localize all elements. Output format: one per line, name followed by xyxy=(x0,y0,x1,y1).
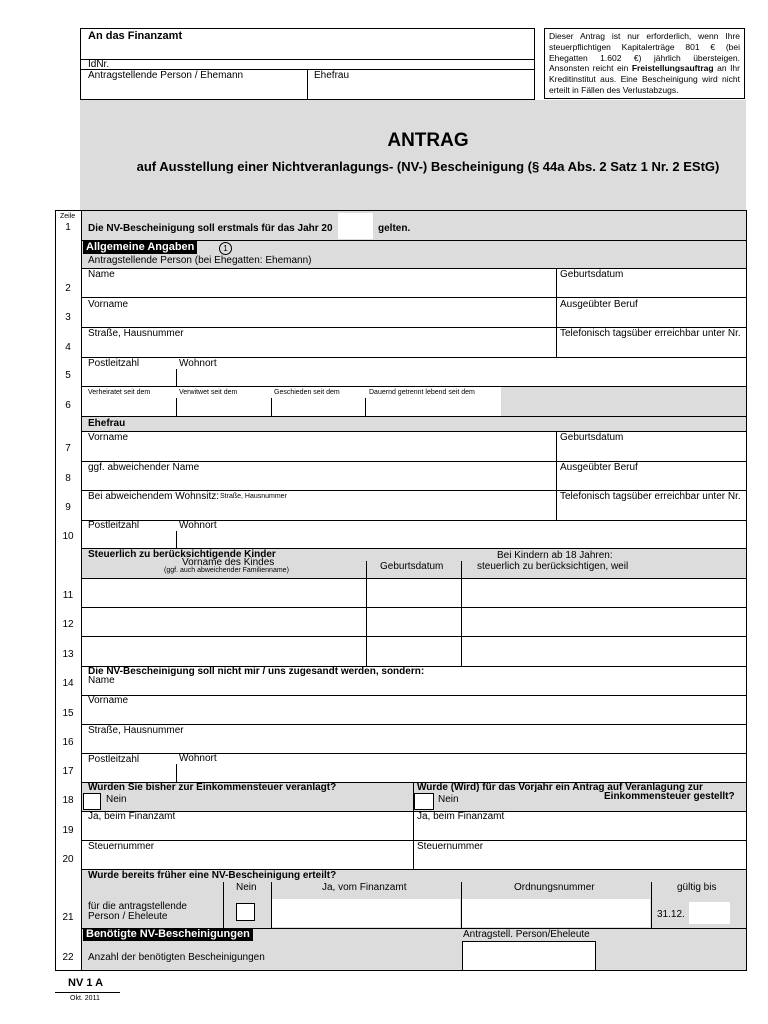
ehefrau-abw-wohnsitz-label: Bei abweichendem Wohnsitz: xyxy=(88,491,219,502)
kinder-ab18-line2: steuerlich zu berücksichtigen, weil xyxy=(477,561,629,572)
section-allgemein-title: Allgemeine Angaben xyxy=(83,241,197,254)
person-vorname-label: Vorname xyxy=(88,299,129,310)
line-number: 17 xyxy=(62,766,74,777)
title-area xyxy=(80,100,746,210)
veranlagung-left-stnr-field[interactable] xyxy=(83,853,412,868)
line-number: 20 xyxy=(62,854,74,865)
line-number: 8 xyxy=(65,473,71,484)
benoetigt-title: Benötigte NV-Bescheinigungen xyxy=(83,928,253,941)
frueher-finanzamt-field[interactable] xyxy=(272,899,460,927)
geschieden-field[interactable] xyxy=(272,398,364,415)
ehefrau-beruf-label: Ausgeübter Beruf xyxy=(560,462,638,473)
line-number: 6 xyxy=(65,400,71,411)
notice-text-2: an Ihr Kreditinstitut aus. Eine Bescheinigung wird nicht erteilt in Fällen des Verlustabzugs. xyxy=(549,63,740,95)
kinder-vorname-small: (ggf. auch abweichender Familienname) xyxy=(164,567,289,574)
page-title: ANTRAG xyxy=(387,130,469,151)
ehefrau-abw-wohnsitz-small: Straße, Hausnummer xyxy=(220,493,287,500)
line-number: 21 xyxy=(62,912,74,923)
kind1-grund-field[interactable] xyxy=(462,579,745,606)
veranlagung-left-nein-label: Nein xyxy=(106,794,127,805)
veranlagung-right-question-1: Wurde (Wird) für das Vorjahr ein Antrag auf Veranlagung zur xyxy=(417,782,703,793)
person-geburtsdatum-field[interactable] xyxy=(557,281,745,297)
veranlagung-right-ja-label: Ja, beim Finanzamt xyxy=(417,811,505,822)
benoetigt-anzahl-label: Anzahl der benötigten Bescheinigungen xyxy=(88,952,265,963)
ehefrau-beruf-field[interactable] xyxy=(557,474,745,489)
line-number: 15 xyxy=(62,708,74,719)
kind3-geburtsdatum-field[interactable] xyxy=(367,637,460,665)
person-telefon-field[interactable] xyxy=(557,340,745,356)
veranlagung-right-finanzamt-field[interactable] xyxy=(414,823,745,839)
section-allgemein-sub: Antragstellende Person (bei Ehegatten: Ehemann) xyxy=(88,255,312,266)
kind2-geburtsdatum-field[interactable] xyxy=(367,608,460,636)
frueher-ordnungsnummer-label: Ordnungsnummer xyxy=(514,882,595,893)
kind2-vorname-field[interactable] xyxy=(83,608,365,636)
zusendung-plz-label: Postleitzahl xyxy=(88,754,140,765)
veranlagung-right-nein-label: Nein xyxy=(438,794,459,805)
zusendung-wohnort-label: Wohnort xyxy=(179,753,217,764)
kind2-grund-field[interactable] xyxy=(462,608,745,636)
frueher-nein-label: Nein xyxy=(236,882,257,893)
frueher-ja-label: Ja, vom Finanzamt xyxy=(322,882,407,893)
ehefrau-geburtsdatum-label: Geburtsdatum xyxy=(560,432,624,443)
ehefrau-vorname-field[interactable] xyxy=(83,444,555,460)
line-number: 4 xyxy=(65,342,71,353)
geschieden-label: Geschieden seit dem xyxy=(274,389,340,396)
zusendung-vorname-label: Vorname xyxy=(88,695,129,706)
line-number: 14 xyxy=(62,678,74,689)
line-number: 3 xyxy=(65,312,71,323)
kinder-title: Steuerlich zu berücksichtigende Kinder xyxy=(88,549,276,560)
ehefrau-plz-label: Postleitzahl xyxy=(88,520,140,531)
person-vorname-field[interactable] xyxy=(83,311,555,326)
zusendung-vorname-field[interactable] xyxy=(83,707,745,723)
getrennt-field[interactable] xyxy=(366,398,500,415)
verheiratet-field[interactable] xyxy=(83,398,175,415)
person-geburtsdatum-label: Geburtsdatum xyxy=(560,269,624,280)
verwitwet-field[interactable] xyxy=(177,398,270,415)
line-number: 19 xyxy=(62,825,74,836)
person-strasse-label: Straße, Hausnummer xyxy=(88,328,184,339)
zusendung-name-field[interactable] xyxy=(83,686,745,694)
notice-text-1: Dieser Antrag ist nur erforderlich, wenn Ihre steuerpflichtigen Kapitalerträge 801 € (bei Ehegatten 1.602 €) jährlich übersteigen. Ansonsten reicht ein xyxy=(549,31,740,74)
veranlagung-left-nein-checkbox[interactable] xyxy=(83,793,101,810)
frueher-datum-prefix: 31.12. xyxy=(657,909,685,920)
frueher-fuer-line2: Person / Eheleute xyxy=(88,911,168,922)
line-number: 11 xyxy=(62,590,74,601)
line-number: 1 xyxy=(65,222,71,233)
getrennt-label: Dauernd getrennt lebend seit dem xyxy=(369,389,475,396)
kind1-geburtsdatum-field[interactable] xyxy=(367,579,460,606)
frueher-gueltig-label: gültig bis xyxy=(677,882,717,893)
kind3-grund-field[interactable] xyxy=(462,637,745,665)
line-number: 22 xyxy=(62,952,74,963)
zusendung-name-label: Name xyxy=(88,675,115,686)
zusendung-strasse-field[interactable] xyxy=(83,737,745,752)
person-strasse-field[interactable] xyxy=(83,340,555,356)
idnr-label: IdNr. xyxy=(88,59,110,70)
ehefrau-wohnort-field[interactable] xyxy=(177,532,745,548)
jahr-field[interactable] xyxy=(338,213,373,239)
person-telefon-label: Telefonisch tagsüber erreichbar unter Nr. xyxy=(560,328,741,339)
line-number: 2 xyxy=(65,283,71,294)
person-wohnort-field[interactable] xyxy=(177,370,745,386)
ehefrau-plz-field[interactable] xyxy=(83,532,175,548)
row1-text: Die NV-Bescheinigung soll erstmals für das Jahr 20 xyxy=(88,223,333,234)
finanzamt-label: An das Finanzamt xyxy=(88,30,183,42)
veranlagung-left-question: Wurden Sie bisher zur Einkommensteuer veranlagt? xyxy=(88,782,337,793)
person-plz-label: Postleitzahl xyxy=(88,358,140,369)
veranlagung-right-stnr-label: Steuernummer xyxy=(417,841,484,852)
ehefrau-abw-name-field[interactable] xyxy=(83,474,555,489)
ehefrau-title: Ehefrau xyxy=(88,418,126,429)
zusendung-plz-field[interactable] xyxy=(83,765,175,781)
notice-bold: Freistellungsauftrag xyxy=(631,63,714,74)
row1-text-after: gelten. xyxy=(378,223,411,234)
ehefrau-abw-name-label: ggf. abweichender Name xyxy=(88,462,200,473)
frueher-ordnungsnummer-field[interactable] xyxy=(462,899,650,927)
line-number: 5 xyxy=(65,370,71,381)
line-number: 16 xyxy=(62,737,74,748)
kind1-vorname-field[interactable] xyxy=(83,579,365,606)
zusendung-strasse-label: Straße, Hausnummer xyxy=(88,725,184,736)
ehefrau-vorname-label: Vorname xyxy=(88,432,129,443)
notice-box xyxy=(544,28,745,99)
verwitwet-label: Verwitwet seit dem xyxy=(179,389,238,396)
page-subtitle: auf Ausstellung einer Nichtveranlagungs- (NV-) Bescheinigung (§ 44a Abs. 2 Satz 1 Nr. 2 EStG) xyxy=(136,159,720,174)
line-number: 13 xyxy=(62,649,74,660)
line-number: 18 xyxy=(62,795,74,806)
benoetigt-anzahl-field[interactable] xyxy=(462,941,596,970)
kind3-vorname-field[interactable] xyxy=(83,637,365,665)
line-number: 12 xyxy=(62,619,74,630)
zusendung-title: Die NV-Bescheinigung soll nicht mir / uns zugesandt werden, sondern: xyxy=(88,666,425,677)
ehefrau-label: Ehefrau xyxy=(314,70,350,81)
person-label: Antragstellende Person / Ehemann xyxy=(88,70,244,81)
form-date: Okt. 2011 xyxy=(70,995,100,1002)
form-id: NV 1 A xyxy=(68,977,104,989)
zeile-label: Zeile xyxy=(60,213,76,220)
benoetigt-col-label: Antragstell. Person/Eheleute xyxy=(463,929,590,940)
person-name-label: Name xyxy=(88,269,115,280)
info-circle-icon: 1 xyxy=(219,242,232,255)
ehefrau-wohnort-label: Wohnort xyxy=(179,520,217,531)
frueher-nein-checkbox[interactable] xyxy=(236,903,255,921)
kinder-geburtsdatum-label: Geburtsdatum xyxy=(380,561,444,572)
person-beruf-label: Ausgeübter Beruf xyxy=(560,299,638,310)
veranlagung-left-stnr-label: Steuernummer xyxy=(88,841,155,852)
ehefrau-strasse-field[interactable] xyxy=(83,503,555,519)
kinder-ab18-line1: Bei Kindern ab 18 Jahren: xyxy=(497,550,613,561)
frueher-title: Wurde bereits früher eine NV-Bescheinigung erteilt? xyxy=(88,870,337,881)
frueher-fuer-line1: für die antragstellende xyxy=(88,901,187,912)
ehefrau-geburtsdatum-field[interactable] xyxy=(557,444,745,460)
ehefrau-telefon-label: Telefonisch tagsüber erreichbar unter Nr. xyxy=(560,491,741,502)
line-number: 9 xyxy=(65,502,71,513)
veranlagung-left-finanzamt-field[interactable] xyxy=(83,823,412,839)
veranlagung-right-nein-checkbox[interactable] xyxy=(414,793,434,810)
person-beruf-field[interactable] xyxy=(557,311,745,326)
veranlagung-right-question-2: Einkommensteuer gestellt? xyxy=(604,791,735,802)
veranlagung-right-stnr-field[interactable] xyxy=(414,853,745,868)
ehefrau-telefon-field[interactable] xyxy=(557,503,745,519)
verheiratet-label: Verheiratet seit dem xyxy=(88,389,151,396)
person-wohnort-label: Wohnort xyxy=(179,358,217,369)
line-number: 7 xyxy=(65,443,71,454)
person-plz-field[interactable] xyxy=(83,370,175,386)
veranlagung-left-ja-label: Ja, beim Finanzamt xyxy=(88,811,176,822)
zusendung-wohnort-field[interactable] xyxy=(177,765,745,781)
line-number: 10 xyxy=(62,531,74,542)
person-name-field[interactable] xyxy=(83,281,555,297)
kinder-vorname-label: Vorname des Kindes xyxy=(182,557,275,568)
frueher-gueltig-field[interactable] xyxy=(689,902,730,924)
